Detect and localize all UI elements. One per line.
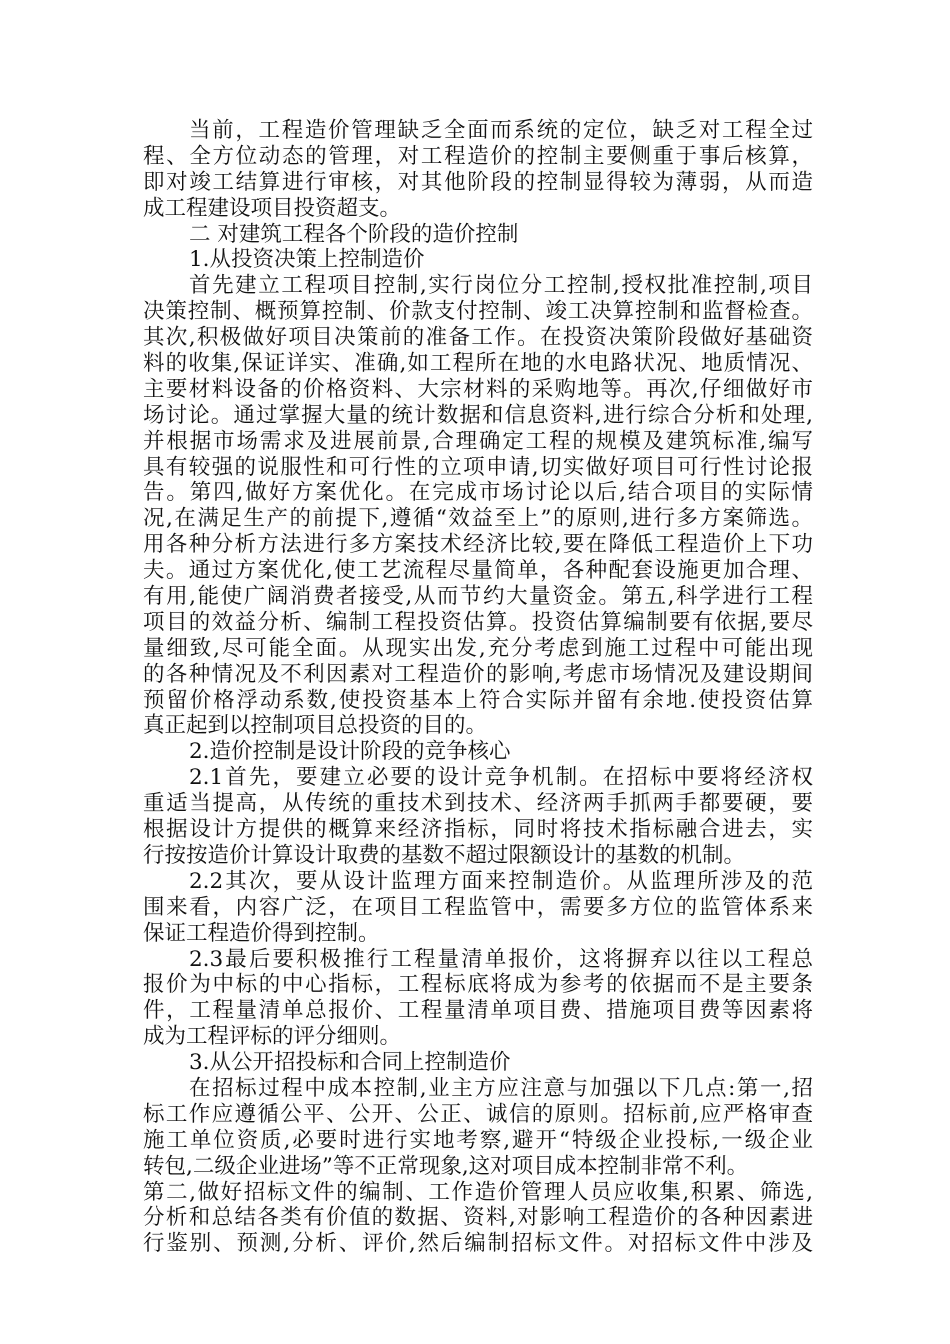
text-line: 夫。通过方案优化,使工艺流程尽量简单，各种配套设施更加合理、: [143, 558, 813, 584]
text-line: 施工单位资质,必要时进行实地考察,避开“特级企业投标,一级企业: [143, 1127, 813, 1153]
text-line: 并根据市场需求及进展前景,合理确定工程的规模及建筑标准,编写: [143, 428, 813, 454]
text-line: 首先建立工程项目控制,实行岗位分工控制,授权批准控制,项目: [189, 273, 813, 299]
text-line: 重适当提高，从传统的重技术到技术、经济两手抓两手都要硬，要: [143, 791, 813, 817]
text-line: 分析和总结各类有价值的数据、资料,对影响工程造价的各种因素进: [143, 1205, 813, 1231]
text-line: 有用,能使广阔消费者接受,从而节约大量资金。第五,科学进行工程: [143, 584, 813, 610]
text-line: 3.从公开招投标和合同上控制造价: [189, 1050, 511, 1076]
text-line: 行按按造价计算设计取费的基数不超过限额设计的基数的机制。: [143, 842, 746, 868]
text-line: 围来看，内容广泛，在项目工程监管中，需要多方位的监管体系来: [143, 894, 813, 920]
text-line: 预留价格浮动系数,使投资基本上符合实际并留有余地.使投资估算: [143, 687, 813, 713]
text-line: 1.从投资决策上控制造价: [189, 247, 425, 273]
text-line: 决策控制、概预算控制、价款支付控制、竣工决算控制和监督检查。: [143, 299, 813, 325]
text-line: 标工作应遵循公平、公开、公正、诚信的原则。招标前,应严格审查: [143, 1101, 813, 1127]
text-line: 二 对建筑工程各个阶段的造价控制: [189, 221, 519, 247]
text-line: 真正起到以控制项目总投资的目的。: [143, 713, 488, 739]
text-line: 主要材料设备的价格资料、大宗材料的采购地等。再次,仔细做好市: [143, 376, 813, 402]
text-line: 况,在满足生产的前提下,遵循“效益至上”的原则,进行多方案筛选。: [143, 506, 813, 532]
text-line: 2.3最后要积极推行工程量清单报价，这将摒弃以往以工程总: [189, 946, 813, 972]
text-line: 2.1首先，要建立必要的设计竞争机制。在招标中要将经济权: [189, 765, 813, 791]
text-line: 报价为中标的中心指标，工程标底将成为参考的依据而不是主要条: [143, 972, 813, 998]
text-line: 保证工程造价得到控制。: [143, 920, 380, 946]
text-line: 具有较强的说服性和可行性的立项申请,切实做好项目可行性讨论报: [143, 454, 813, 480]
text-line: 用各种分析方法进行多方案技术经济比较,要在降低工程造价上下功: [143, 532, 813, 558]
text-line: 的各种情况及不利因素对工程造价的影响,考虑市场情况及建设期间: [143, 661, 813, 687]
text-line: 在招标过程中成本控制,业主方应注意与加强以下几点:第一,招: [189, 1075, 813, 1101]
text-line: 2.造价控制是设计阶段的竞争核心: [189, 739, 511, 765]
text-line: 2.2其次，要从设计监理方面来控制造价。从监理所涉及的范: [189, 868, 813, 894]
text-line: 成工程建设项目投资超支。: [143, 195, 402, 221]
text-line: 告。第四,做好方案优化。在完成市场讨论以后,结合项目的实际情: [143, 480, 813, 506]
text-line: 其次,积极做好项目决策前的准备工作。在投资决策阶段做好基础资: [143, 325, 813, 351]
text-line: 项目的效益分析、编制工程投资估算。投资估算编制要有依据,要尽: [143, 609, 813, 635]
text-line: 料的收集,保证详实、准确,如工程所在地的水电路状况、地质情况、: [143, 351, 813, 377]
document-body: [143, 118, 813, 1257]
text-line: 转包,二级企业进场”等不正常现象,这对项目成本控制非常不利。: [143, 1153, 749, 1179]
text-line: 件，工程量清单总报价、工程量清单项目费、措施项目费等因素将: [143, 998, 813, 1024]
text-line: 量细致,尽可能全面。从现实出发,充分考虑到施工过程中可能出现: [143, 635, 813, 661]
text-line: 场讨论。通过掌握大量的统计数据和信息资料,进行综合分析和处理,: [143, 402, 813, 428]
text-line: 程、全方位动态的管理，对工程造价的控制主要侧重于事后核算，: [143, 143, 813, 169]
text-line: 根据设计方提供的概算来经济指标，同时将技术指标融合进去，实: [143, 817, 813, 843]
text-line: 当前，工程造价管理缺乏全面而系统的定位，缺乏对工程全过: [189, 118, 813, 143]
text-line: 行鉴别、预测,分析、评价,然后编制招标文件。对招标文件中涉及: [143, 1231, 813, 1257]
text-line: 第二,做好招标文件的编制、工作造价管理人员应收集,积累、筛选,: [143, 1179, 813, 1205]
text-line: 成为工程评标的评分细则。: [143, 1024, 402, 1050]
text-line: 即对竣工结算进行审核，对其他阶段的控制显得较为薄弱，从而造: [143, 169, 813, 195]
